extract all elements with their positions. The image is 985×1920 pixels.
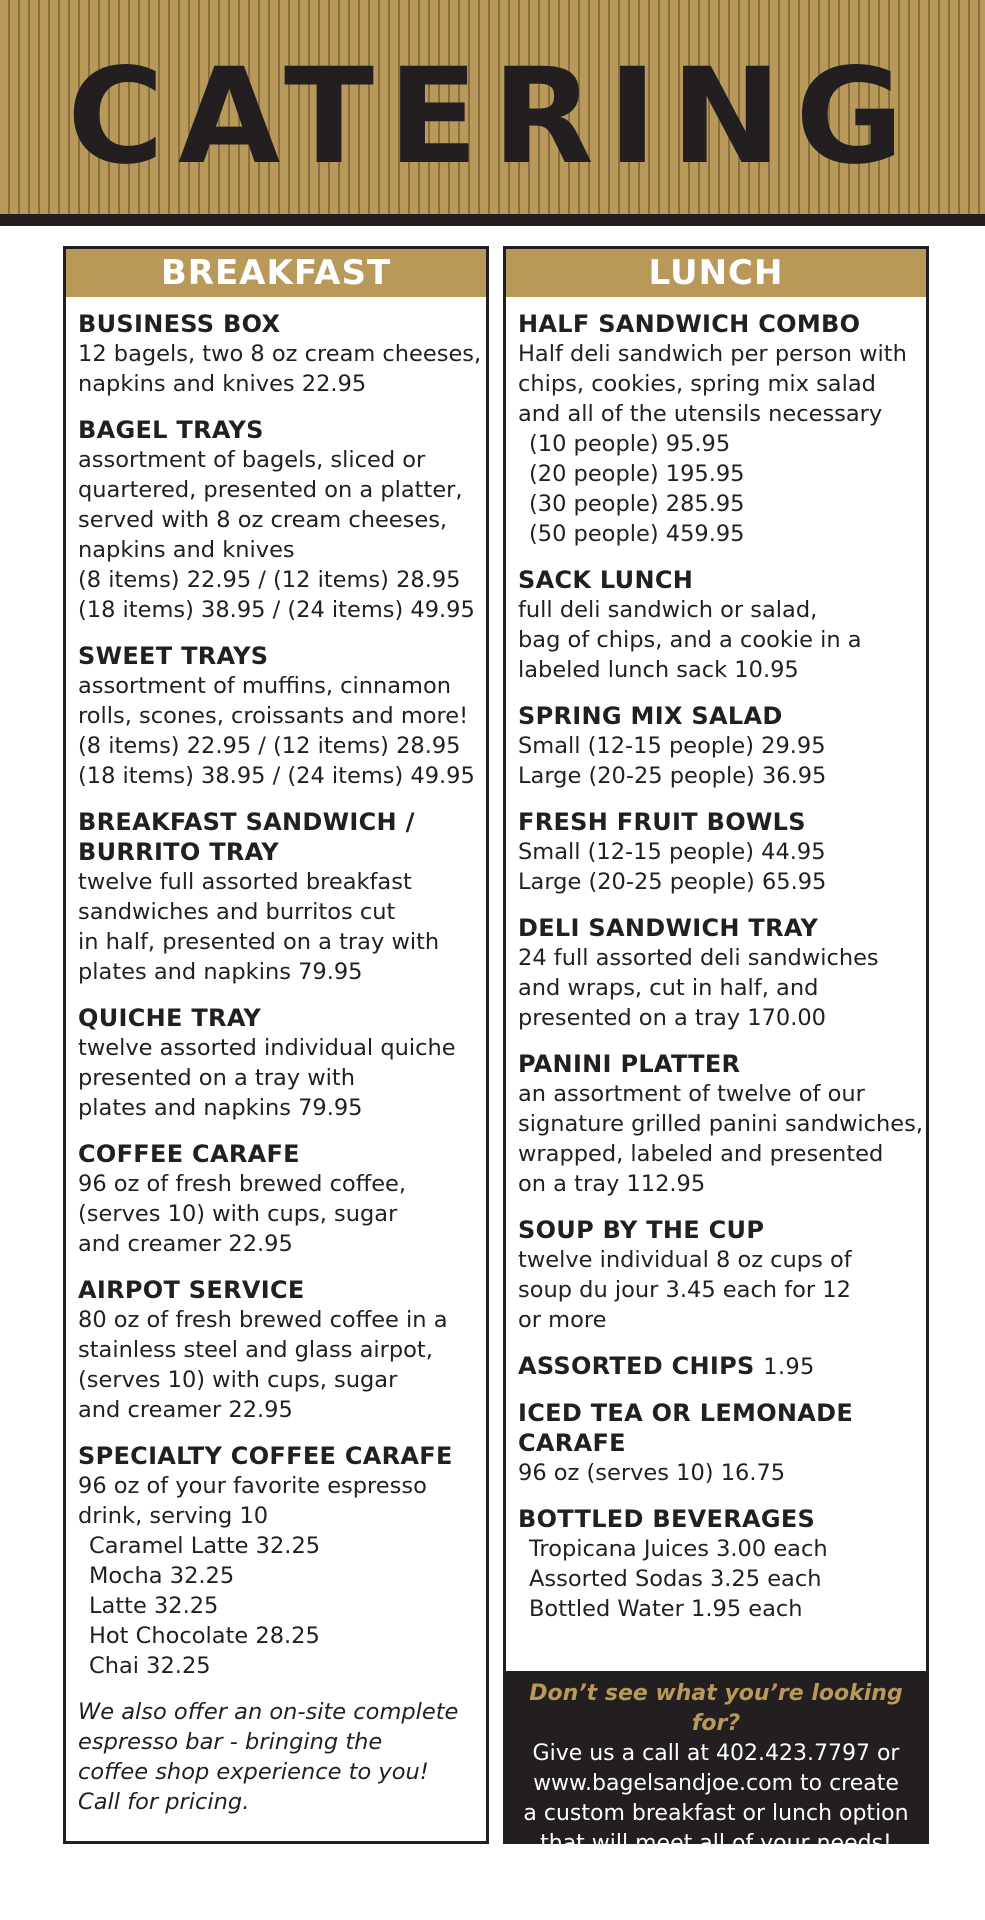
menu-item-soup-by-the-cup xyxy=(518,1215,914,1335)
menu-item-quiche-tray xyxy=(78,1003,474,1123)
item-description: stainless steel and glass airpot, xyxy=(78,1337,433,1363)
menu-item-bagel-trays xyxy=(78,415,474,625)
item-title: CARAFE xyxy=(518,1429,626,1457)
espresso-bar-note xyxy=(78,1697,474,1817)
note-line: espresso bar - bringing the xyxy=(78,1729,383,1755)
item-description: and creamer 22.95 xyxy=(78,1231,293,1257)
item-option: (10 people) 95.95 xyxy=(529,431,731,457)
item-price: 1.95 xyxy=(763,1354,815,1380)
item-title: SPECIALTY COFFEE CARAFE xyxy=(78,1442,453,1470)
callout-line: www.bagelsandjoe.com to create xyxy=(533,1771,899,1796)
menu-item-assorted-chips xyxy=(518,1351,914,1382)
menu-item-business-box xyxy=(78,309,482,399)
item-price: Large (20-25 people) 36.95 xyxy=(518,763,827,789)
menu-item-fresh-fruit-bowls xyxy=(518,807,914,897)
item-option: Bottled Water 1.95 each xyxy=(529,1596,803,1622)
callout-line: a custom breakfast or lunch option xyxy=(523,1801,909,1826)
lunch-heading: LUNCH xyxy=(506,249,926,297)
item-description: soup du jour 3.45 each for 12 xyxy=(518,1277,851,1303)
item-title: BREAKFAST SANDWICH / xyxy=(78,808,415,836)
item-title: PANINI PLATTER xyxy=(518,1050,741,1078)
item-description: napkins and knives xyxy=(78,537,295,563)
item-description: (serves 10) with cups, sugar xyxy=(78,1367,398,1393)
item-title: ASSORTED CHIPS xyxy=(518,1352,755,1380)
item-description: wrapped, labeled and presented xyxy=(518,1141,884,1167)
item-title: COFFEE CARAFE xyxy=(78,1140,300,1168)
menu-item-sack-lunch xyxy=(518,565,914,685)
menu-item-deli-sandwich-tray xyxy=(518,913,914,1033)
item-price: Small (12-15 people) 44.95 xyxy=(518,839,826,865)
contact-callout xyxy=(506,1671,926,1856)
breakfast-column xyxy=(63,246,489,1844)
item-price: (18 items) 38.95 / (24 items) 49.95 xyxy=(78,763,475,789)
callout-line: Give us a call at 402.423.7797 or xyxy=(532,1741,900,1766)
item-title: BAGEL TRAYS xyxy=(78,416,264,444)
item-description: sandwiches and burritos cut xyxy=(78,899,396,925)
item-description: and creamer 22.95 xyxy=(78,1397,293,1423)
menu-item-iced-tea-lemonade-carafe xyxy=(518,1398,914,1488)
item-description: assortment of bagels, sliced or xyxy=(78,447,426,473)
item-description: 80 oz of fresh brewed coffee in a xyxy=(78,1307,448,1333)
item-description: presented on a tray 170.00 xyxy=(518,1005,826,1031)
item-description: 96 oz of fresh brewed coffee, xyxy=(78,1171,407,1197)
item-option: Assorted Sodas 3.25 each xyxy=(529,1566,822,1592)
item-description: assortment of muffins, cinnamon xyxy=(78,673,451,699)
item-option: (30 people) 285.95 xyxy=(529,491,745,517)
item-option: Tropicana Juices 3.00 each xyxy=(529,1536,828,1562)
item-description: rolls, scones, croissants and more! xyxy=(78,703,469,729)
item-price: (8 items) 22.95 / (12 items) 28.95 xyxy=(78,733,461,759)
note-line: coffee shop experience to you! xyxy=(78,1759,429,1785)
item-title-row xyxy=(518,1351,914,1382)
item-description: on a tray 112.95 xyxy=(518,1171,706,1197)
menu-item-coffee-carafe xyxy=(78,1139,474,1259)
item-description: bag of chips, and a cookie in a xyxy=(518,627,862,653)
header-divider xyxy=(0,214,985,226)
item-description: and wraps, cut in half, and xyxy=(518,975,819,1001)
item-description: Half deli sandwich per person with xyxy=(518,341,907,367)
menu-item-breakfast-sandwich-tray xyxy=(78,807,474,987)
item-title: SOUP BY THE CUP xyxy=(518,1216,765,1244)
item-title: QUICHE TRAY xyxy=(78,1004,262,1032)
lunch-column xyxy=(503,246,929,1856)
item-title: AIRPOT SERVICE xyxy=(78,1276,305,1304)
item-description: signature grilled panini sandwiches, xyxy=(518,1111,923,1137)
menu-item-bottled-beverages xyxy=(518,1504,914,1624)
item-title: FRESH FRUIT BOWLS xyxy=(518,808,806,836)
item-description: and all of the utensils necessary xyxy=(518,401,883,427)
item-option: Caramel Latte 32.25 xyxy=(89,1533,321,1559)
item-description: labeled lunch sack 10.95 xyxy=(518,657,799,683)
item-description: or more xyxy=(518,1307,607,1333)
note-line: We also offer an on-site complete xyxy=(78,1699,459,1725)
item-description: plates and napkins 79.95 xyxy=(78,959,363,985)
item-title: SWEET TRAYS xyxy=(78,642,269,670)
item-description: presented on a tray with xyxy=(78,1065,355,1091)
item-title: DELI SANDWICH TRAY xyxy=(518,914,819,942)
item-description: (serves 10) with cups, sugar xyxy=(78,1201,398,1227)
item-description: plates and napkins 79.95 xyxy=(78,1095,363,1121)
menu-item-half-sandwich-combo xyxy=(518,309,914,549)
menu-item-spring-mix-salad xyxy=(518,701,914,791)
item-price: (8 items) 22.95 / (12 items) 28.95 xyxy=(78,567,461,593)
item-description: 24 full assorted deli sandwiches xyxy=(518,945,879,971)
item-description: napkins and knives 22.95 xyxy=(78,371,367,397)
item-description: in half, presented on a tray with xyxy=(78,929,440,955)
item-description: served with 8 oz cream cheeses, xyxy=(78,507,448,533)
item-price: Large (20-25 people) 65.95 xyxy=(518,869,827,895)
item-option: (20 people) 195.95 xyxy=(529,461,745,487)
item-description: 12 bagels, two 8 oz cream cheeses, xyxy=(78,341,482,367)
menu-item-airpot-service xyxy=(78,1275,474,1425)
callout-line: that will meet all of your needs! xyxy=(540,1831,892,1856)
item-price: Small (12-15 people) 29.95 xyxy=(518,733,826,759)
item-option: Latte 32.25 xyxy=(89,1593,219,1619)
menu-item-specialty-coffee-carafe xyxy=(78,1441,474,1681)
item-description: twelve full assorted breakfast xyxy=(78,869,412,895)
item-option: Hot Chocolate 28.25 xyxy=(89,1623,320,1649)
page-title: CATERING xyxy=(67,40,918,194)
item-description: quartered, presented on a platter, xyxy=(78,477,463,503)
item-title: HALF SANDWICH COMBO xyxy=(518,310,861,338)
item-price: 96 oz (serves 10) 16.75 xyxy=(518,1460,786,1486)
item-price: (18 items) 38.95 / (24 items) 49.95 xyxy=(78,597,475,623)
menu-item-panini-platter xyxy=(518,1049,923,1199)
item-title: BOTTLED BEVERAGES xyxy=(518,1505,816,1533)
item-description: an assortment of twelve of our xyxy=(518,1081,865,1107)
item-title: SPRING MIX SALAD xyxy=(518,702,783,730)
item-title: SACK LUNCH xyxy=(518,566,694,594)
item-title: BURRITO TRAY xyxy=(78,838,279,866)
item-description: 96 oz of your favorite espresso xyxy=(78,1473,427,1499)
item-title: BUSINESS BOX xyxy=(78,310,281,338)
item-description: twelve individual 8 oz cups of xyxy=(518,1247,852,1273)
breakfast-heading: BREAKFAST xyxy=(66,249,486,297)
callout-heading: Don’t see what you’re looking for? xyxy=(529,1681,903,1736)
item-title: ICED TEA OR LEMONADE xyxy=(518,1399,854,1427)
item-description: twelve assorted individual quiche xyxy=(78,1035,456,1061)
note-line: Call for pricing. xyxy=(78,1789,250,1815)
item-option: Chai 32.25 xyxy=(89,1653,211,1679)
item-option: (50 people) 459.95 xyxy=(529,521,745,547)
item-description: chips, cookies, spring mix salad xyxy=(518,371,876,397)
item-description: full deli sandwich or salad, xyxy=(518,597,818,623)
menu-item-sweet-trays xyxy=(78,641,474,791)
item-option: Mocha 32.25 xyxy=(89,1563,235,1589)
item-description: drink, serving 10 xyxy=(78,1503,269,1529)
